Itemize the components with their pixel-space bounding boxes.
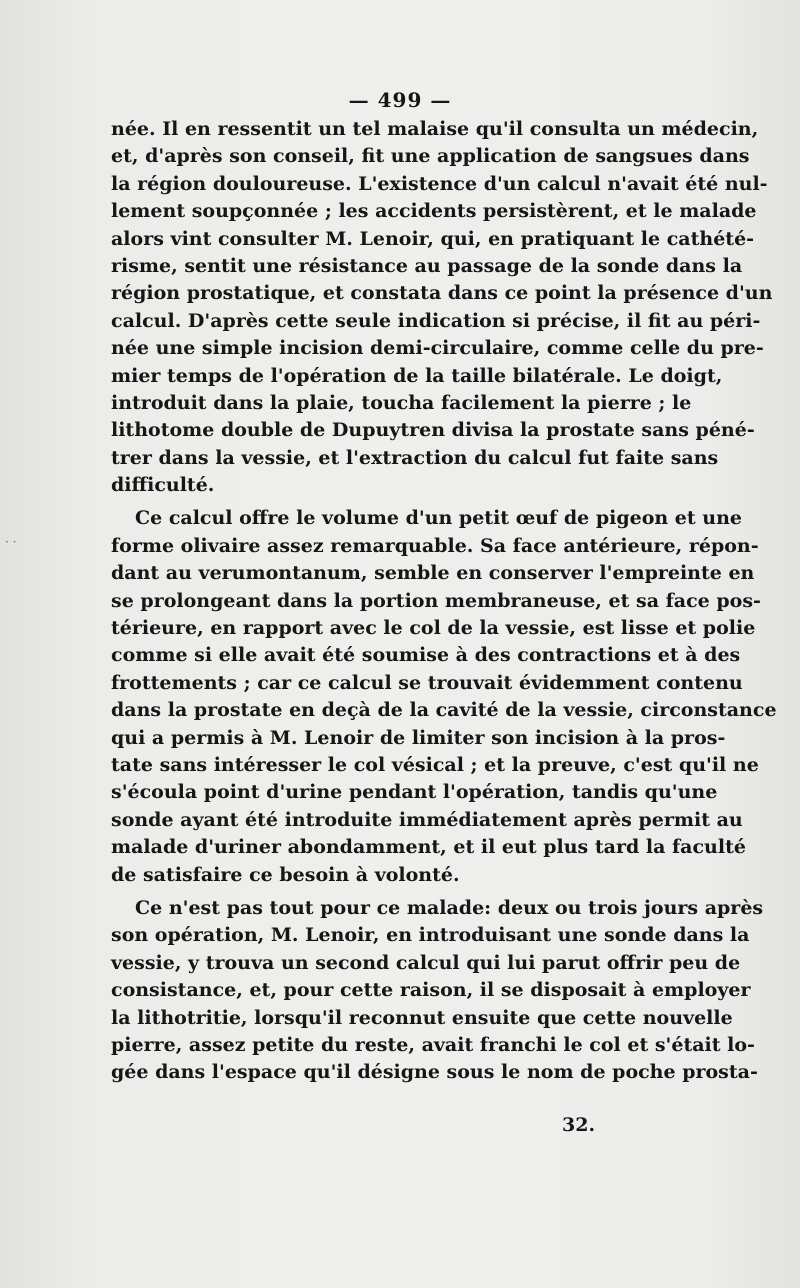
- margin-specks: · ·: [5, 535, 17, 549]
- text-line: lithotome double de Dupuytren divisa la prostate sans péné-: [111, 419, 755, 442]
- paragraph: [111, 895, 764, 1087]
- signature-mark: 32.: [562, 1114, 596, 1136]
- page-number: — 499 —: [348, 88, 452, 112]
- text-line: de satisfaire ce besoin à volonté.: [111, 863, 460, 886]
- paragraph: [111, 116, 773, 499]
- text-line: son opération, M. Lenoir, en introduisant une sonde dans la: [111, 924, 750, 947]
- text-line: la région douloureuse. L'existence d'un calcul n'avait été nul-: [111, 172, 768, 195]
- text-line: mier temps de l'opération de la taille bilatérale. Le doigt,: [111, 364, 723, 387]
- text-line: dant au verumontanum, semble en conserver l'empreinte en: [111, 562, 755, 585]
- text-line: pierre, assez petite du reste, avait franchi le col et s'était lo-: [111, 1033, 755, 1056]
- text-line: Ce calcul offre le volume d'un petit œuf de pigeon et une: [135, 507, 742, 530]
- text-line: vessie, y trouva un second calcul qui lui parut offrir peu de: [111, 951, 741, 974]
- text-line: tate sans intéresser le col vésical ; et la preuve, c'est qu'il ne: [111, 753, 759, 776]
- text-line: née. Il en ressentit un tel malaise qu'il consulta un médecin,: [111, 118, 759, 140]
- text-line: et, d'après son conseil, fit une application de sangsues dans: [111, 145, 750, 168]
- text-line: lement soupçonnée ; les accidents persistèrent, et le malade: [111, 200, 757, 223]
- text-line: malade d'uriner abondamment, et il eut plus tard la faculté: [111, 836, 746, 859]
- text-line: qui a permis à M. Lenoir de limiter son incision à la pros-: [111, 726, 726, 749]
- text-line: consistance, et, pour cette raison, il se disposait à employer: [111, 979, 751, 1002]
- text-line: région prostatique, et constata dans ce point la présence d'un: [111, 282, 773, 305]
- text-line: calcul. D'après cette seule indication si précise, il fit au péri-: [111, 309, 761, 332]
- text-line: frottements ; car ce calcul se trouvait évidemment contenu: [111, 671, 743, 694]
- text-line: gée dans l'espace qu'il désigne sous le nom de poche prosta-: [111, 1061, 758, 1084]
- body-text: [111, 116, 777, 1087]
- text-line: dans la prostate en deçà de la cavité de la vessie, circonstance: [111, 699, 777, 722]
- text-line: s'écoula point d'urine pendant l'opération, tandis qu'une: [111, 781, 718, 804]
- text-line: térieure, en rapport avec le col de la vessie, est lisse et polie: [111, 617, 756, 640]
- text-line: alors vint consulter M. Lenoir, qui, en pratiquant le cathété-: [111, 227, 755, 250]
- text-line: risme, sentit une résistance au passage de la sonde dans la: [111, 254, 743, 277]
- text-line: forme olivaire assez remarquable. Sa face antérieure, répon-: [111, 534, 759, 557]
- text-line: comme si elle avait été soumise à des contractions et à des: [111, 644, 741, 667]
- text-line: se prolongeant dans la portion membraneuse, et sa face pos-: [111, 589, 761, 612]
- paragraph: [111, 505, 777, 888]
- text-line: introduit dans la plaie, toucha facilement la pierre ; le: [111, 391, 692, 414]
- text-line: Ce n'est pas tout pour ce malade: deux ou trois jours après: [135, 896, 764, 919]
- text-line: trer dans la vessie, et l'extraction du calcul fut faite sans: [111, 446, 719, 469]
- text-line: la lithotritie, lorsqu'il reconnut ensuite que cette nouvelle: [111, 1006, 733, 1029]
- text-line: née une simple incision demi-circulaire, comme celle du pre-: [111, 337, 764, 360]
- text-line: sonde ayant été introduite immédiatement après permit au: [111, 808, 743, 831]
- text-line: difficulté.: [111, 474, 215, 497]
